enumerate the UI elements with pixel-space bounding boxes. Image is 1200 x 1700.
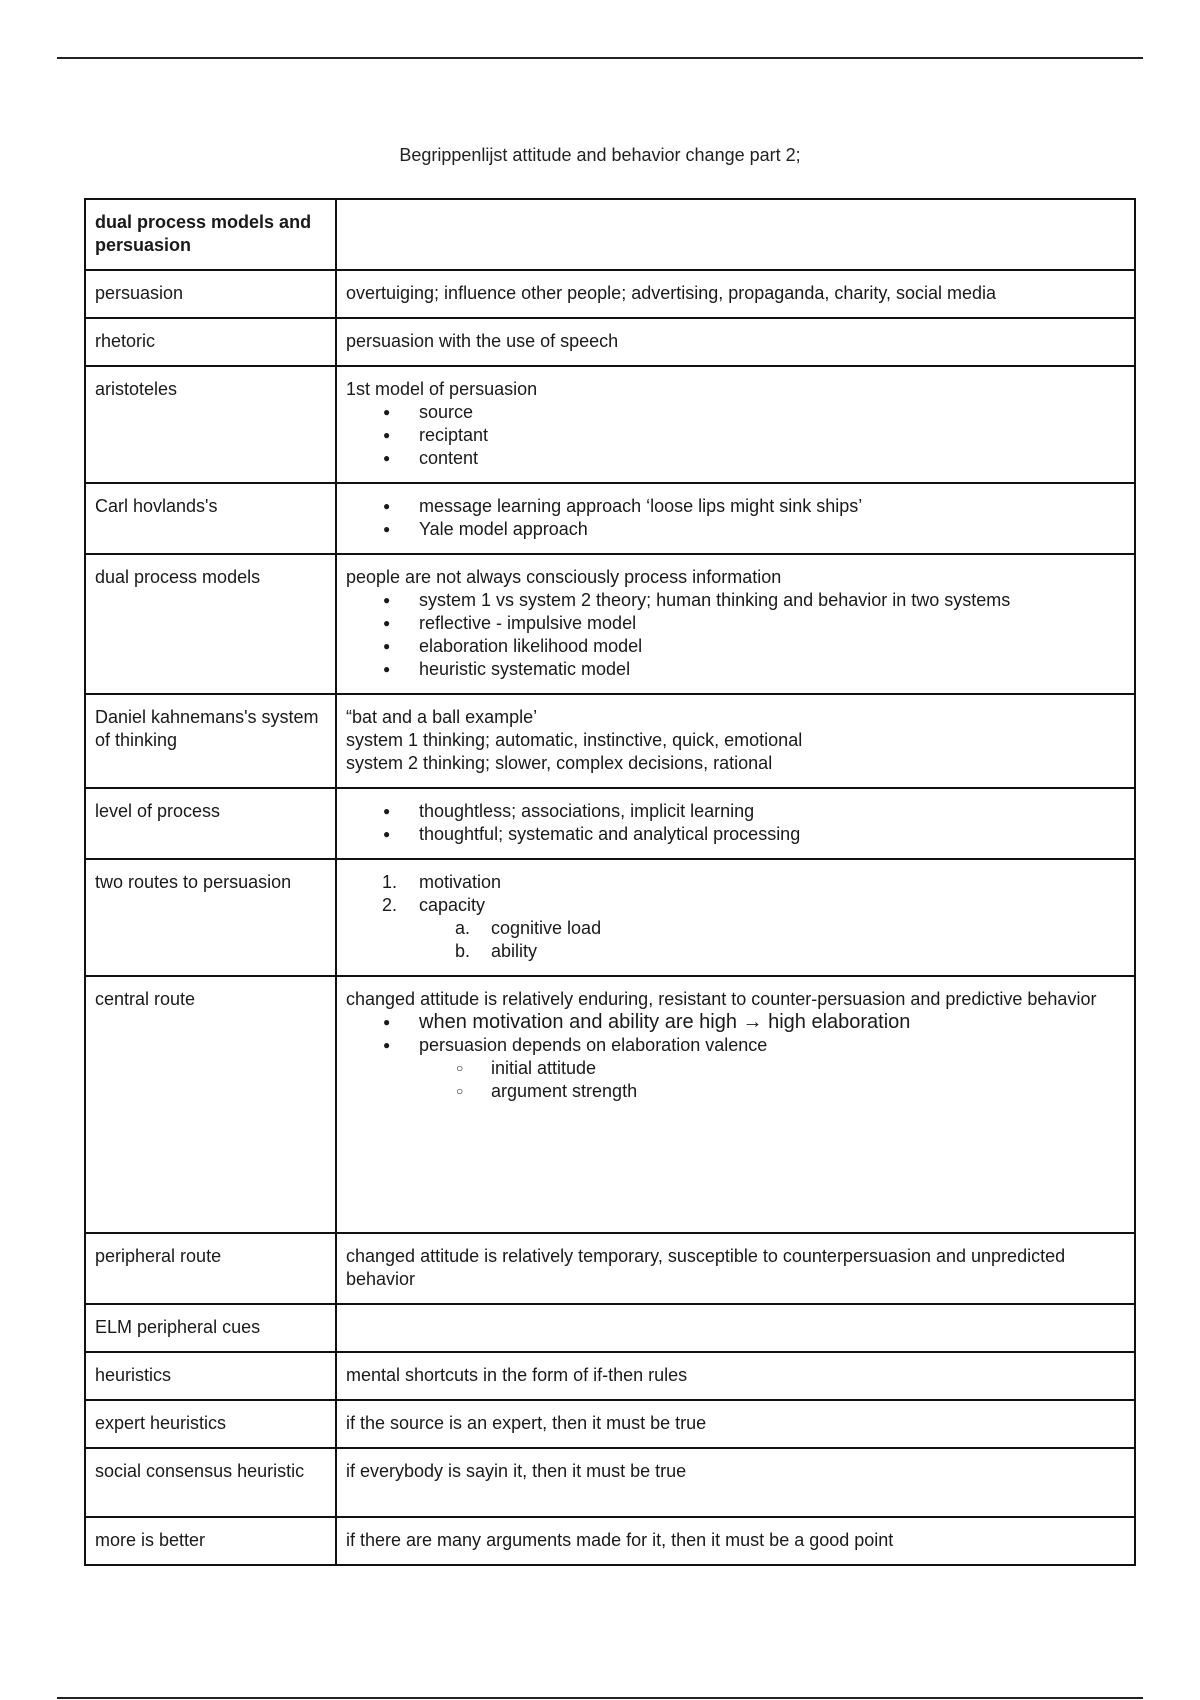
bottom-rule xyxy=(57,1697,1143,1699)
definition-cell xyxy=(336,554,1135,694)
list-number: 2. xyxy=(382,895,398,915)
table-row xyxy=(85,788,1135,859)
list-item: ● Yale model approach xyxy=(346,518,1125,541)
list-item xyxy=(346,871,1125,894)
table-row xyxy=(85,694,1135,788)
list-item: ● source xyxy=(346,401,1125,424)
list-number: a. xyxy=(455,918,471,938)
definition-cell: mental shortcuts in the form of if-then rules xyxy=(336,1352,1135,1400)
list-item: ● thoughtful; systematic and analytical processing xyxy=(346,823,1125,846)
definition-cell xyxy=(336,859,1135,976)
list-item: ● message learning approach ‘loose lips might sink ships’ xyxy=(346,495,1125,518)
list-item: ● content xyxy=(346,447,1125,470)
list-item: ● thoughtless; associations, implicit learning xyxy=(346,800,1125,823)
definition-intro: changed attitude is relatively enduring, resistant to counter-persuasion and predictive behavior xyxy=(346,989,1097,1009)
table-row xyxy=(85,1352,1135,1400)
list-item-text: cognitive load xyxy=(491,918,602,938)
term-cell: Carl hovlands's xyxy=(85,483,336,554)
term-cell: heuristics xyxy=(85,1352,336,1400)
definition-line: “bat and a ball example’ xyxy=(346,707,538,727)
term-cell: social consensus heuristic xyxy=(85,1448,336,1517)
definition-line: system 2 thinking; slower, complex decisions, rational xyxy=(346,753,773,773)
bullet-list xyxy=(346,589,1125,681)
table-row xyxy=(85,1233,1135,1304)
term-cell: dual process models and persuasion xyxy=(85,199,336,270)
table-row xyxy=(85,1304,1135,1352)
term-cell: rhetoric xyxy=(85,318,336,366)
list-item: ● heuristic systematic model xyxy=(346,658,1125,681)
table-row xyxy=(85,199,1135,270)
definition-cell xyxy=(336,366,1135,483)
numbered-list xyxy=(346,871,1125,963)
list-item-text: capacity xyxy=(419,895,486,915)
bullet-list xyxy=(346,401,1125,470)
list-number: 1. xyxy=(382,872,398,892)
table-row xyxy=(85,1448,1135,1517)
term-cell: Daniel kahnemans's system of thinking xyxy=(85,694,336,788)
term-cell: peripheral route xyxy=(85,1233,336,1304)
definition-cell: if the source is an expert, then it must be true xyxy=(336,1400,1135,1448)
table-row xyxy=(85,1400,1135,1448)
list-item-text: ability xyxy=(491,941,538,961)
table-row xyxy=(85,976,1135,1233)
definition-cell: if everybody is sayin it, then it must be true xyxy=(336,1448,1135,1517)
term-cell: level of process xyxy=(85,788,336,859)
bullet-list xyxy=(346,495,1125,541)
list-item: ○ argument strength xyxy=(346,1080,1125,1103)
term-cell: aristoteles xyxy=(85,366,336,483)
list-item: ● persuasion depends on elaboration valence xyxy=(346,1034,1125,1057)
table-row xyxy=(85,483,1135,554)
top-rule xyxy=(57,57,1143,59)
table-row xyxy=(85,554,1135,694)
term-cell: expert heuristics xyxy=(85,1400,336,1448)
document-title: Begrippenlijst attitude and behavior change part 2; xyxy=(399,145,801,165)
terms-table xyxy=(84,198,1136,1566)
term-cell: more is better xyxy=(85,1517,336,1565)
list-item: ● when motivation and ability are high → high elaboration xyxy=(346,1011,1125,1034)
list-item: ● reciptant xyxy=(346,424,1125,447)
term-cell: two routes to persuasion xyxy=(85,859,336,976)
list-item xyxy=(346,917,1125,940)
definition-intro: 1st model of persuasion xyxy=(346,379,538,399)
table-row xyxy=(85,318,1135,366)
term-cell: dual process models xyxy=(85,554,336,694)
term-cell: persuasion xyxy=(85,270,336,318)
definition-cell xyxy=(336,788,1135,859)
definition-cell xyxy=(336,1304,1135,1352)
definition-cell xyxy=(336,976,1135,1233)
definition-line: system 1 thinking; automatic, instinctive, quick, emotional xyxy=(346,730,803,750)
term-cell: ELM peripheral cues xyxy=(85,1304,336,1352)
definition-cell xyxy=(336,694,1135,788)
bullet-list xyxy=(346,800,1125,846)
definition-cell xyxy=(336,483,1135,554)
definition-cell: if there are many arguments made for it, then it must be a good point xyxy=(336,1517,1135,1565)
definition-intro: people are not always consciously process information xyxy=(346,567,782,587)
list-item: ● reflective - impulsive model xyxy=(346,612,1125,635)
table-row xyxy=(85,366,1135,483)
list-item: ○ initial attitude xyxy=(346,1057,1125,1080)
table-row xyxy=(85,1517,1135,1565)
definition-cell xyxy=(336,199,1135,270)
list-item xyxy=(346,894,1125,917)
table-row xyxy=(85,859,1135,976)
table-row xyxy=(85,270,1135,318)
list-item: ● elaboration likelihood model xyxy=(346,635,1125,658)
definition-cell: overtuiging; influence other people; advertising, propaganda, charity, social media xyxy=(336,270,1135,318)
definition-cell: persuasion with the use of speech xyxy=(336,318,1135,366)
list-number: b. xyxy=(455,941,471,961)
list-item-text: motivation xyxy=(419,872,502,892)
list-item xyxy=(346,940,1125,963)
definition-cell: changed attitude is relatively temporary, susceptible to counterpersuasion and unpredicted behavior xyxy=(336,1233,1135,1304)
list-item: ● system 1 vs system 2 theory; human thinking and behavior in two systems xyxy=(346,589,1125,612)
term-cell: central route xyxy=(85,976,336,1233)
bullet-list xyxy=(346,1011,1125,1103)
